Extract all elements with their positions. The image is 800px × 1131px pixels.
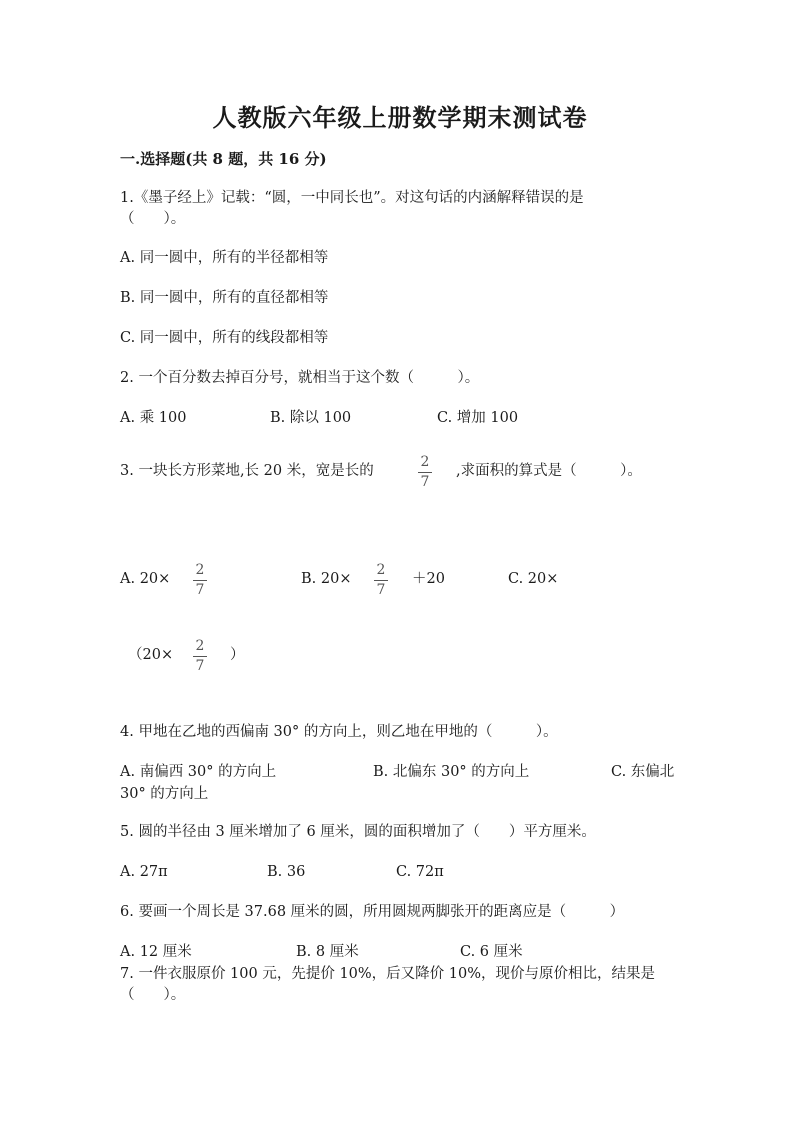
q3-option-b-suffix: ＋20 bbox=[412, 571, 445, 587]
fraction-numerator: 2 bbox=[420, 454, 430, 470]
q2-option-c: C. 增加 100 bbox=[437, 410, 519, 426]
q5-stem: 5. 圆的半径由 3 厘米增加了 6 厘米，圆的面积增加了（ ）平方厘米。 bbox=[120, 824, 596, 840]
section-heading: 一.选择题(共 8 题，共 16 分) bbox=[120, 150, 327, 168]
fraction-denominator: 7 bbox=[195, 658, 205, 674]
q3-option-c-cont: （20× bbox=[128, 647, 174, 663]
fraction-numerator: 2 bbox=[195, 638, 205, 654]
q1-option-c: C. 同一圆中，所有的线段都相等 bbox=[120, 330, 329, 346]
q6-option-a: A. 12 厘米 bbox=[120, 944, 192, 960]
fraction-bar bbox=[418, 472, 432, 473]
q5-option-c: C. 72π bbox=[396, 864, 444, 880]
q3-option-a: A. 20× bbox=[120, 571, 171, 587]
q3-option-b: B. 20× bbox=[301, 571, 352, 587]
page-title: 人教版六年级上册数学期末测试卷 bbox=[212, 103, 588, 132]
q1-stem-line1: 1.《墨子经上》记载：“圆，一中同长也”。对这句话的内涵解释错误的是 bbox=[120, 190, 584, 206]
q3-option-c-close: ） bbox=[230, 647, 245, 663]
fraction-denominator: 7 bbox=[376, 582, 386, 598]
q1-stem-line2: （ ）。 bbox=[120, 211, 186, 227]
q4-option-c: C. 东偏北 bbox=[611, 764, 675, 780]
q3-option-b-fraction bbox=[374, 563, 388, 597]
q3-option-c: C. 20× bbox=[508, 571, 559, 587]
q4-option-b: B. 北偏东 30° 的方向上 bbox=[373, 764, 530, 780]
q3-fraction bbox=[418, 455, 432, 489]
fraction-bar bbox=[193, 656, 207, 657]
q5-option-a: A. 27π bbox=[120, 864, 168, 880]
q7-stem-line1: 7. 一件衣服原价 100 元，先提价 10%，后又降价 10%，现价与原价相比，结果是 bbox=[120, 966, 656, 982]
q7-stem-line2: （ ）。 bbox=[120, 987, 186, 1003]
q2-option-a: A. 乘 100 bbox=[120, 410, 187, 426]
fraction-numerator: 2 bbox=[195, 562, 205, 578]
q5-option-b: B. 36 bbox=[267, 864, 306, 880]
q3-stem-post: ,求面积的算式是（ ）。 bbox=[456, 463, 642, 479]
fraction-denominator: 7 bbox=[420, 474, 430, 490]
fraction-numerator: 2 bbox=[376, 562, 386, 578]
q3-option-c-fraction bbox=[193, 639, 207, 673]
fraction-denominator: 7 bbox=[195, 582, 205, 598]
q3-stem-pre: 3. 一块长方形菜地,长 20 米，宽是长的 bbox=[120, 463, 374, 479]
q6-option-c: C. 6 厘米 bbox=[460, 944, 523, 960]
q4-option-a: A. 南偏西 30° 的方向上 bbox=[120, 764, 277, 780]
q1-option-a: A. 同一圆中，所有的半径都相等 bbox=[120, 250, 329, 266]
q4-stem: 4. 甲地在乙地的西偏南 30° 的方向上，则乙地在甲地的（ ）。 bbox=[120, 724, 558, 740]
q2-option-b: B. 除以 100 bbox=[270, 410, 352, 426]
fraction-bar bbox=[193, 580, 207, 581]
q4-option-c-cont: 30° 的方向上 bbox=[120, 786, 209, 802]
q2-stem: 2. 一个百分数去掉百分号，就相当于这个数（ ）。 bbox=[120, 370, 480, 386]
q6-option-b: B. 8 厘米 bbox=[296, 944, 359, 960]
fraction-bar bbox=[374, 580, 388, 581]
q3-option-a-fraction bbox=[193, 563, 207, 597]
q6-stem: 6. 要画一个周长是 37.68 厘米的圆，所用圆规两脚张开的距离应是（ ） bbox=[120, 904, 625, 920]
q1-option-b: B. 同一圆中，所有的直径都相等 bbox=[120, 290, 329, 306]
